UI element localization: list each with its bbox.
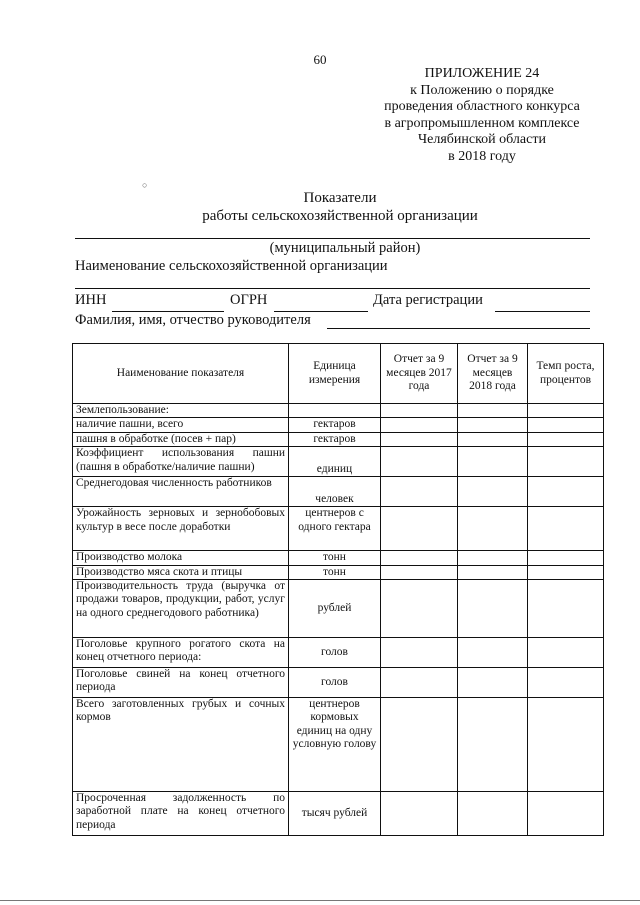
table-header-row: [73, 344, 604, 404]
header-report-2018: Отчет за 9 месяцев 2018 года: [458, 344, 528, 404]
header-unit: Единица измерения: [289, 344, 381, 404]
cell-growth: [528, 432, 604, 446]
row-name: Землепользование:: [73, 404, 289, 418]
cell-2017: [381, 580, 458, 638]
cell-growth: [528, 447, 604, 477]
cell-2018: [458, 477, 528, 507]
row-unit: голов: [289, 638, 381, 668]
cell-growth: [528, 507, 604, 551]
header-report-2017: Отчет за 9 месяцев 2017 года: [381, 344, 458, 404]
row-unit: центнеров кормовых единиц на одну условную голову: [289, 698, 381, 792]
municipal-fill-line: [75, 238, 590, 239]
row-unit: тонн: [289, 565, 381, 579]
row-name: Всего заготовленных грубых и сочных кормов: [73, 698, 289, 792]
cell-2017: [381, 447, 458, 477]
header-indicator-name: Наименование показателя: [73, 344, 289, 404]
row-name: Производительность труда (выручка от продажи товаров, продукции, работ, услуг на одного среднегодового работника): [73, 580, 289, 638]
row-name: Просроченная задолженность по заработной плате на конец отчетного периода: [73, 792, 289, 836]
row-unit: гектаров: [289, 418, 381, 432]
cell-2017: [381, 565, 458, 579]
org-name-fill-line: [75, 288, 590, 289]
table-row: [73, 432, 604, 446]
table-row: [73, 698, 604, 792]
cell-2017: [381, 432, 458, 446]
cell-2018: [458, 447, 528, 477]
cell-2017: [381, 551, 458, 565]
cell-growth: [528, 792, 604, 836]
appendix-line: в агропромышленном комплексе: [384, 115, 580, 131]
table-row: [73, 792, 604, 836]
head-name-label: Фамилия, имя, отчество руководителя: [75, 312, 311, 328]
row-unit: рублей: [289, 580, 381, 638]
table-row: [73, 418, 604, 432]
table-row: [73, 668, 604, 698]
ogrn-label: ОГРН: [230, 292, 268, 308]
table-row: [73, 638, 604, 668]
row-unit: голов: [289, 668, 381, 698]
cell-growth: [528, 551, 604, 565]
appendix-line: к Положению о порядке: [410, 82, 554, 98]
row-name: наличие пашни, всего: [73, 418, 289, 432]
document-title: [0, 189, 640, 225]
scan-mark: ○: [142, 180, 148, 190]
appendix-line: ПРИЛОЖЕНИЕ 24: [424, 66, 540, 81]
cell-2017: [381, 668, 458, 698]
cell-2017: [381, 698, 458, 792]
row-unit: тонн: [289, 551, 381, 565]
row-unit: центнеров с одного гектара: [289, 507, 381, 551]
row-name: Производство молока: [73, 551, 289, 565]
cell-2017: [381, 638, 458, 668]
header-growth-rate: Темп роста, процентов: [528, 344, 604, 404]
inn-label: ИНН: [75, 292, 107, 308]
row-name: Поголовье свиней на конец отчетного периода: [73, 668, 289, 698]
table-row: [73, 477, 604, 507]
scan-edge-line: [0, 900, 640, 901]
cell-2018: [458, 404, 528, 418]
appendix-line: проведения областного конкурса: [384, 99, 580, 115]
row-name: Среднегодовая численность работников: [73, 477, 289, 507]
table-row: [73, 404, 604, 418]
cell-2018: [458, 638, 528, 668]
cell-2018: [458, 551, 528, 565]
cell-2018: [458, 432, 528, 446]
cell-growth: [528, 580, 604, 638]
row-name: Поголовье крупного рогатого скота на конец отчетного периода:: [73, 638, 289, 668]
cell-2017: [381, 418, 458, 432]
title-line-1: Показатели: [303, 190, 377, 206]
row-unit: [289, 404, 381, 418]
row-unit: единиц: [289, 447, 381, 477]
row-name: Урожайность зерновых и зернобобовых культур в весе после доработки: [73, 507, 289, 551]
table-row: [73, 551, 604, 565]
cell-growth: [528, 404, 604, 418]
table-row: [73, 447, 604, 477]
table-row: [73, 565, 604, 579]
cell-growth: [528, 418, 604, 432]
cell-2017: [381, 477, 458, 507]
appendix-header: [362, 66, 602, 166]
cell-2018: [458, 698, 528, 792]
row-name: Коэффициент использования пашни (пашня в обработке/наличие пашни): [73, 447, 289, 477]
cell-2018: [458, 507, 528, 551]
appendix-line: в 2018 году: [448, 148, 516, 164]
reg-date-label: Дата регистрации: [373, 292, 483, 308]
org-name-label: Наименование сельскохозяйственной организации: [75, 258, 388, 274]
cell-2017: [381, 507, 458, 551]
row-name: Производство мяса скота и птицы: [73, 565, 289, 579]
page-number: 60: [313, 52, 327, 67]
cell-2018: [458, 580, 528, 638]
cell-growth: [528, 638, 604, 668]
table-row: [73, 580, 604, 638]
row-unit: тысяч рублей: [289, 792, 381, 836]
head-name-fill-line: [327, 328, 590, 329]
municipal-label: (муниципальный район): [269, 240, 421, 256]
indicators-table: [72, 343, 604, 836]
cell-growth: [528, 668, 604, 698]
cell-2018: [458, 565, 528, 579]
title-line-2: работы сельскохозяйственной организации: [202, 208, 478, 224]
row-name: пашня в обработке (посев + пар): [73, 432, 289, 446]
table-row: [73, 507, 604, 551]
cell-2018: [458, 418, 528, 432]
cell-growth: [528, 477, 604, 507]
reg-date-fill-line: [495, 311, 590, 312]
cell-2018: [458, 792, 528, 836]
cell-growth: [528, 565, 604, 579]
appendix-line: Челябинской области: [418, 132, 546, 148]
cell-2017: [381, 404, 458, 418]
cell-2018: [458, 668, 528, 698]
cell-2017: [381, 792, 458, 836]
cell-growth: [528, 698, 604, 792]
row-unit: гектаров: [289, 432, 381, 446]
row-unit: человек: [289, 477, 381, 507]
